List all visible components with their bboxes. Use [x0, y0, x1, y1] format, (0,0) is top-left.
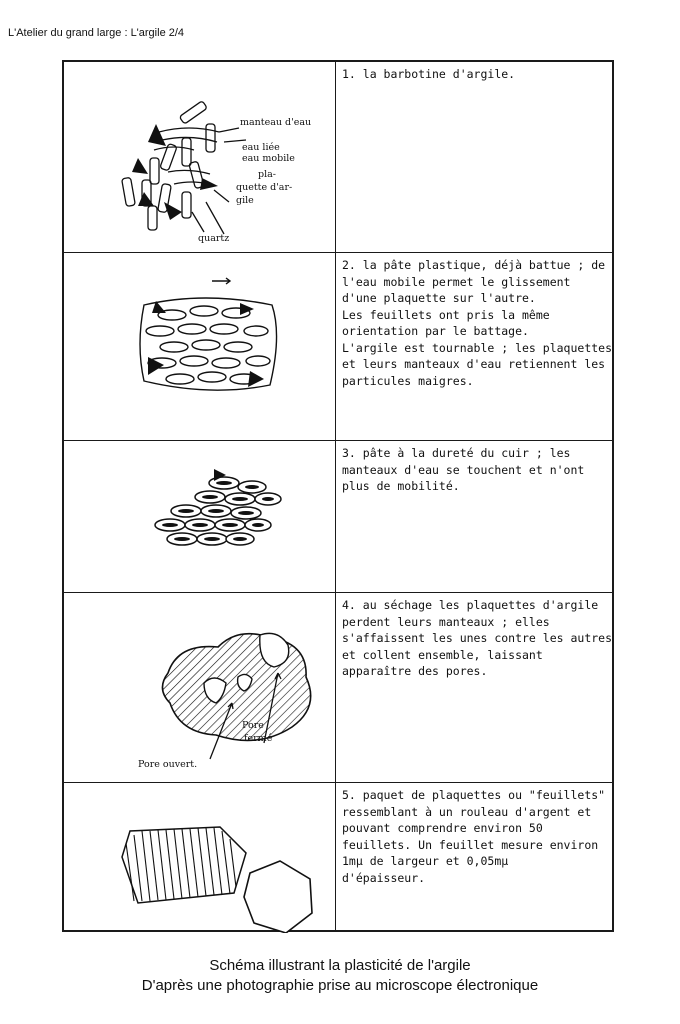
label-pore-ferme-2: fermé	[244, 733, 273, 744]
text-line: 1mµ de largeur et 0,05mµ	[342, 854, 509, 868]
text-line: d'épaisseur.	[342, 870, 426, 885]
row-5-text	[342, 787, 606, 886]
table-row	[64, 252, 612, 440]
text-line: l'eau mobile permet le glissement	[342, 274, 571, 289]
sechage-illustration	[64, 593, 336, 783]
text-line: et leurs manteaux d'eau retiennent les	[342, 357, 606, 371]
label-pore-ouvert: Pore ouvert.	[138, 759, 198, 770]
text-line: feuillets. Un feuillet mesure environ	[342, 837, 599, 852]
label-plaquette-2: quette d'ar-	[236, 182, 293, 193]
text-line: s'affaissent les unes contre les autres	[342, 631, 613, 645]
text-line: L'argile est tournable ; les plaquettes	[342, 340, 613, 355]
figure-sechage	[64, 593, 336, 782]
text-line: 5. paquet de plaquettes ou "feuillets"	[342, 788, 606, 802]
figure-pate-cuir	[64, 441, 336, 592]
text-line: manteaux d'eau se touchent et n'ont	[342, 462, 585, 477]
text-line: 1. la barbotine d'argile.	[342, 67, 516, 81]
row-4-text	[342, 597, 613, 680]
label-eau-mobile: eau mobile	[242, 153, 295, 164]
figure-pate-plastique	[64, 253, 336, 440]
text-line: d'une plaquette sur l'autre.	[342, 291, 536, 305]
label-plaquette-3: gile	[236, 195, 254, 206]
text-line: 2. la pâte plastique, déjà battue ; de	[342, 258, 606, 272]
label-manteau-eau: manteau d'eau	[240, 117, 312, 128]
caption-subtitle: D'après une photographie prise au microscope électronique	[141, 977, 539, 994]
diagram-table	[62, 60, 614, 932]
page-header: L'Atelier du grand large : L'argile 2/4	[8, 27, 185, 39]
label-pore-ferme-1: Pore	[242, 720, 264, 731]
row-1-text	[342, 66, 606, 83]
table-row	[64, 592, 612, 782]
table-row	[64, 62, 612, 252]
text-line: apparaître des pores.	[342, 664, 488, 678]
figure-barbotine	[64, 62, 336, 252]
table-row	[64, 782, 612, 932]
row-2-text	[342, 257, 613, 389]
text-line: plus de mobilité.	[342, 479, 460, 493]
row-3-text	[342, 445, 606, 495]
pate-cuir-illustration	[64, 441, 336, 593]
pate-plastique-illustration	[64, 253, 336, 441]
figure-feuillets	[64, 783, 336, 932]
label-plaquette-1: pla-	[258, 169, 276, 180]
caption-title: Schéma illustrant la plasticité de l'argile	[209, 957, 471, 974]
label-quartz: quartz	[198, 233, 230, 244]
text-line: pouvant comprendre environ 50	[342, 821, 543, 835]
text-line: 4. au séchage les plaquettes d'argile	[342, 598, 599, 612]
barbotine-illustration	[64, 62, 336, 252]
text-line: et collent ensemble, laissant	[342, 647, 543, 662]
text-line: orientation par le battage.	[342, 324, 529, 338]
feuillets-illustration	[64, 783, 336, 933]
text-line: particules maigres.	[342, 373, 474, 388]
text-line: 3. pâte à la dureté du cuir ; les	[342, 446, 571, 460]
text-line: Les feuillets ont pris la même	[342, 307, 550, 322]
table-row	[64, 440, 612, 592]
label-eau-liee: eau liée	[242, 142, 280, 153]
text-line: ressemblant à un rouleau d'argent et	[342, 804, 592, 819]
text-line: perdent leurs manteaux ; elles	[342, 614, 550, 629]
